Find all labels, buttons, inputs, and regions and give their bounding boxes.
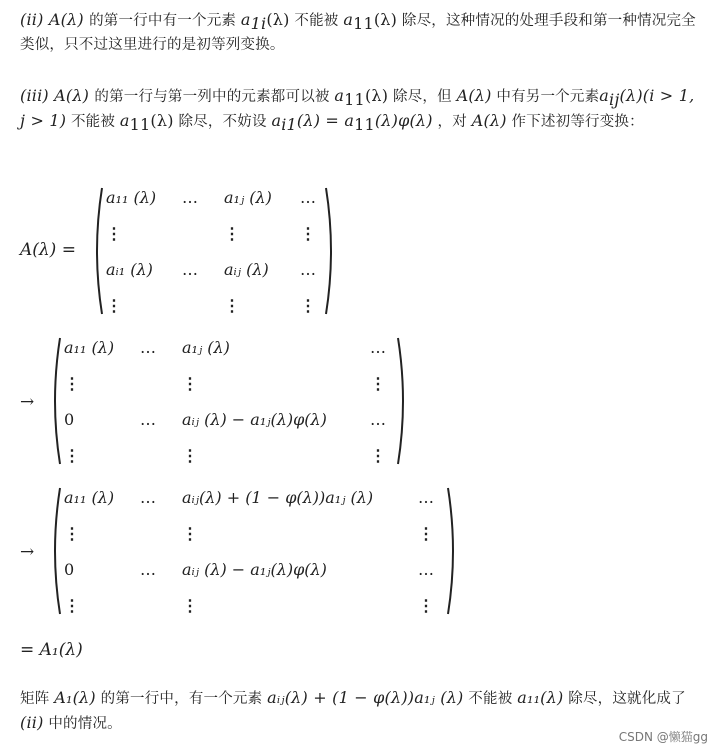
eq2-cell-r4-c3: ⋮ [182,446,198,465]
math-arg: (λ) = a [296,111,355,130]
math-A-lambda: A(λ) [43,10,90,29]
paragraph-case-ii [20,8,704,57]
case-label: (ii) [20,713,44,732]
eq2-arrow: → [20,392,35,412]
text: 作下述初等行变换： [506,114,644,130]
eq2-cell-r2-c4: ⋮ [370,374,386,393]
math-subscript: 1i [250,13,267,33]
eq1-cell-r3-c4: … [300,260,316,279]
text: 不能被 [66,114,120,130]
eq1-cell-r3-c3: aᵢⱼ (λ) [224,260,269,279]
text: 除尽，不妨设 [173,114,272,130]
case-label: (ii) [20,10,44,29]
text: 中有另一个元素 [491,89,600,105]
eq1-cell-r3-c1: aᵢ₁ (λ) [106,260,153,279]
eq3-cell-r4-c1: ⋮ [64,596,80,615]
eq2-cell-r1-c1: a₁₁ (λ) [64,338,115,357]
paragraph-conclusion [20,686,704,736]
watermark: CSDN @懒猫gg [618,730,708,744]
eq1-cell-r2-c3: ⋮ [224,224,240,243]
text: ，对 [432,114,472,130]
eq1-cell-r1-c3: a₁ⱼ (λ) [224,188,272,207]
paragraph-case-iii [20,84,704,134]
eq1-cell-r4-c3: ⋮ [224,296,240,315]
case-label: (iii) [20,86,49,105]
eq3-cell-r1-c2: … [140,488,156,507]
eq4: = A₁(λ) [20,640,83,660]
eq2-right-paren [396,336,410,466]
math-arg: (λ) [373,10,398,29]
eq1-lhs: A(λ) = [20,240,76,260]
eq1-cell-r4-c4: ⋮ [300,296,316,315]
eq3-cell-r2-c4: ⋮ [418,524,434,543]
text: 不能被 [289,13,344,29]
eq3-cell-r4-c4: ⋮ [418,596,434,615]
eq3-cell-r4-c3: ⋮ [182,596,198,615]
math-subscript: 11 [129,114,151,134]
eq2-left-paren [48,336,62,466]
eq2-cell-r4-c4: ⋮ [370,446,386,465]
eq3-right-paren [446,486,460,616]
eq2-cell-r3-c3: aᵢⱼ (λ) − a₁ⱼ(λ)φ(λ) [182,410,327,429]
math-subscript: 11 [353,13,374,33]
eq3-cell-r2-c3: ⋮ [182,524,198,543]
eq1-cell-r2-c1: ⋮ [106,224,122,243]
eq1-cell-r1-c4: … [300,188,316,207]
eq2-cell-r2-c3: ⋮ [182,374,198,393]
eq1-left-paren [90,186,104,316]
math-A-lambda: A(λ) [48,86,95,105]
eq1-cell-r1-c1: a₁₁ (λ) [106,188,157,207]
math-a: a [119,111,130,130]
text: 的第一行中有一个元素 [89,13,241,29]
text: 矩阵 [20,691,55,707]
math-arg: (λ)φ(λ) [374,111,433,130]
text: 除尽，但 [388,89,457,105]
eq3-arrow: → [20,542,35,562]
math-a: a [271,111,282,130]
eq3-cell-r1-c4: … [418,488,434,507]
eq3-cell-r3-c2: … [140,560,156,579]
math-subscript: i1 [281,114,297,134]
eq2-cell-r3-c4: … [370,410,386,429]
math-a: a [240,10,251,29]
math-subscript: 11 [354,114,375,134]
eq3-cell-r1-c3: aᵢⱼ(λ) + (1 − φ(λ))a₁ⱼ (λ) [182,488,374,507]
math-A-lambda: A(λ) [471,111,507,130]
text: 除尽，这就化成了 [563,691,686,707]
math-arg: (λ) [266,10,290,29]
eq1-cell-r3-c2: … [182,260,198,279]
eq3-cell-r2-c1: ⋮ [64,524,80,543]
eq2-cell-r4-c1: ⋮ [64,446,80,465]
eq1-right-paren [324,186,338,316]
math-a: a [343,10,354,29]
math-arg: (λ) [150,111,174,130]
math-arg: (λ)(i > 1, j > 1) [20,86,695,130]
eq2-cell-r1-c3: a₁ⱼ (λ) [182,338,230,357]
eq2-cell-r3-c2: … [140,410,156,429]
text: 不能被 [463,691,518,707]
eq3-cell-r3-c4: … [418,560,434,579]
text: 除尽，这种情况的处理手段和第一种情况完全类似，只不过这里进行的是初等列变换。 [20,13,696,53]
math-a11: a₁₁(λ) [517,688,564,707]
eq3-cell-r3-c3: aᵢⱼ (λ) − a₁ⱼ(λ)φ(λ) [182,560,327,579]
eq1-cell-r4-c1: ⋮ [106,296,122,315]
eq1-cell-r1-c2: … [182,188,198,207]
math-a: a [334,86,345,105]
math-arg: (λ) [364,86,389,105]
math-A1-lambda: A₁(λ) [54,688,96,707]
text: 的第一行与第一列中的元素都可以被 [94,89,335,105]
eq2-cell-r2-c1: ⋮ [64,374,80,393]
text: 中的情况。 [43,716,122,732]
math-A-lambda: A(λ) [456,86,492,105]
eq2-cell-r1-c4: … [370,338,386,357]
eq3-cell-r1-c1: a₁₁ (λ) [64,488,115,507]
eq1-cell-r2-c4: ⋮ [300,224,316,243]
math-a: a [599,86,610,105]
eq2-cell-r1-c2: … [140,338,156,357]
eq3-left-paren [48,486,62,616]
eq3-cell-r3-c1: 0 [64,560,75,579]
text: 的第一行中，有一个元素 [95,691,268,707]
eq2-cell-r3-c1: 0 [64,410,75,429]
math-expression: aᵢⱼ(λ) + (1 − φ(λ))a₁ⱼ (λ) [267,688,464,707]
math-subscript: ij [609,89,620,109]
math-subscript: 11 [344,89,365,109]
